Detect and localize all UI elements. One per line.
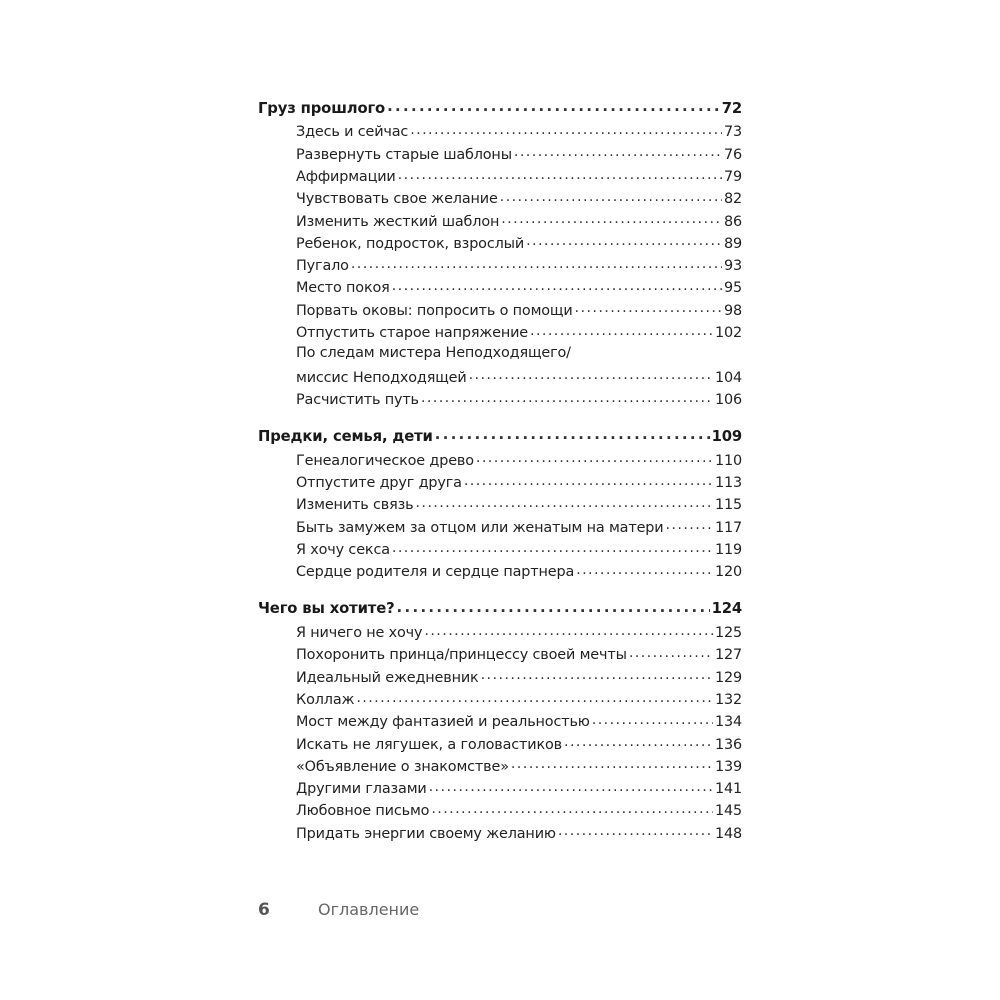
- dot-leader: [511, 756, 713, 770]
- entry-page-number: 104: [714, 369, 742, 386]
- entry-title: Коллаж: [296, 691, 355, 708]
- entry-page-number: 102: [714, 325, 742, 342]
- entry-title: Генеалогическое древо: [296, 452, 474, 469]
- toc-entry[interactable]: [258, 645, 742, 667]
- entry-page-number: 125: [714, 625, 742, 642]
- toc-entry[interactable]: [258, 712, 742, 734]
- dot-leader: [397, 599, 710, 614]
- toc-section: [258, 426, 742, 584]
- entry-page-number: 76: [723, 146, 742, 163]
- entry-page-number: 73: [723, 124, 742, 141]
- entry-title: Искать не лягушек, а головастиков: [296, 736, 562, 753]
- entry-title: Ребенок, подросток, взрослый: [296, 235, 525, 252]
- toc-entry[interactable]: [258, 390, 742, 412]
- entry-page-number: 86: [723, 213, 742, 230]
- entry-title: Я ничего не хочу: [296, 625, 423, 642]
- page-footer: [258, 900, 419, 920]
- entry-page-number: 115: [714, 497, 742, 514]
- table-of-contents: [258, 98, 742, 860]
- dot-leader: [481, 667, 713, 681]
- entry-page-number: 145: [714, 803, 742, 820]
- dot-leader: [575, 300, 722, 314]
- dot-leader: [526, 233, 722, 247]
- dot-leader: [592, 712, 713, 726]
- dot-leader: [392, 278, 722, 292]
- toc-entry[interactable]: [258, 734, 742, 756]
- entry-page-number: 89: [723, 235, 742, 252]
- entry-page-number: 93: [723, 258, 742, 275]
- entry-title: Похоронить принца/принцессу своей мечты: [296, 647, 627, 664]
- entry-title: Пугало: [296, 258, 349, 275]
- dot-leader: [410, 122, 722, 136]
- entry-page-number: 139: [714, 758, 742, 775]
- dot-leader: [387, 98, 720, 113]
- entry-page-number: 132: [714, 691, 742, 708]
- entry-title: Аффирмации: [296, 168, 396, 185]
- dot-leader: [576, 562, 713, 576]
- entry-page-number: 82: [723, 191, 742, 208]
- dot-leader: [530, 323, 713, 337]
- dot-leader: [629, 645, 713, 659]
- dot-leader: [398, 167, 722, 181]
- entry-title: Чувствовать свое желание: [296, 191, 498, 208]
- chapter-title: Чего вы хотите?: [258, 600, 395, 618]
- toc-entry[interactable]: [258, 667, 742, 689]
- toc-entry[interactable]: [258, 779, 742, 801]
- entry-title: Придать энергии своему желанию: [296, 825, 556, 842]
- entry-page-number: 117: [714, 519, 742, 536]
- dot-leader: [501, 211, 722, 225]
- entry-title: Идеальный ежедневник: [296, 669, 479, 686]
- entry-title: По следам мистера Неподходящего/: [296, 344, 571, 361]
- toc-entry[interactable]: [258, 233, 742, 255]
- dot-leader: [351, 256, 722, 270]
- entry-title: Мост между фантазией и реальностью: [296, 714, 590, 731]
- entry-page-number: 129: [714, 669, 742, 686]
- entry-page-number: 119: [714, 541, 742, 558]
- toc-entry[interactable]: [258, 211, 742, 233]
- entry-title: Отпустите друг друга: [296, 475, 462, 492]
- dot-leader: [469, 367, 713, 381]
- toc-entry[interactable]: [258, 278, 742, 300]
- dot-leader: [464, 473, 713, 487]
- toc-section: [258, 599, 742, 846]
- toc-entry[interactable]: [258, 801, 742, 823]
- entry-title: Я хочу секса: [296, 541, 390, 558]
- toc-entry[interactable]: [258, 623, 742, 645]
- toc-entry[interactable]: [258, 690, 742, 712]
- dot-leader: [356, 690, 713, 704]
- toc-entry[interactable]: [258, 122, 742, 144]
- entry-page-number: 106: [714, 391, 742, 408]
- dot-leader: [514, 144, 722, 158]
- entry-title: «Объявление о знакомстве»: [296, 758, 509, 775]
- toc-chapter-entry[interactable]: [258, 426, 742, 450]
- toc-entry[interactable]: [258, 144, 742, 166]
- entry-title: Другими глазами: [296, 781, 427, 798]
- entry-page-number: 134: [714, 714, 742, 731]
- dot-leader: [665, 517, 712, 531]
- chapter-page-number: 72: [721, 99, 742, 117]
- dot-leader: [564, 734, 713, 748]
- chapter-page-number: 124: [711, 600, 742, 618]
- toc-entry[interactable]: [258, 562, 742, 584]
- toc-entry[interactable]: [258, 540, 742, 562]
- dot-leader: [424, 623, 713, 637]
- entry-title: Любовное письмо: [296, 803, 430, 820]
- dot-leader: [431, 801, 713, 815]
- toc-entry[interactable]: [258, 167, 742, 189]
- toc-entry[interactable]: [258, 756, 742, 778]
- toc-entry-first-line[interactable]: [258, 345, 742, 367]
- entry-page-number: 136: [714, 736, 742, 753]
- toc-entry[interactable]: [258, 323, 742, 345]
- toc-entry[interactable]: [258, 517, 742, 539]
- toc-entry[interactable]: [258, 495, 742, 517]
- toc-section: [258, 98, 742, 412]
- toc-entry[interactable]: [258, 367, 742, 389]
- entry-page-number: 148: [714, 825, 742, 842]
- entry-title: Место покоя: [296, 280, 390, 297]
- dot-leader: [558, 823, 713, 837]
- entry-title: Изменить связь: [296, 497, 414, 514]
- entry-page-number: 127: [714, 647, 742, 664]
- dot-leader: [429, 779, 713, 793]
- dot-leader: [435, 426, 710, 441]
- dot-leader: [415, 495, 713, 509]
- entry-title: Порвать оковы: попросить о помощи: [296, 302, 573, 319]
- toc-entry[interactable]: [258, 189, 742, 211]
- dot-leader: [392, 540, 713, 554]
- toc-entry[interactable]: [258, 256, 742, 278]
- entry-title: Развернуть старые шаблоны: [296, 146, 512, 163]
- chapter-page-number: 109: [711, 428, 742, 446]
- entry-page-number: 79: [723, 168, 742, 185]
- entry-title: Расчистить путь: [296, 391, 419, 408]
- dot-leader: [421, 390, 713, 404]
- entry-page-number: 120: [714, 564, 742, 581]
- entry-page-number: 98: [723, 302, 742, 319]
- toc-entry[interactable]: [258, 450, 742, 472]
- chapter-title: Предки, семья, дети: [258, 428, 433, 446]
- entry-title: Отпустить старое напряжение: [296, 325, 529, 342]
- dot-leader: [500, 189, 722, 203]
- entry-page-number: 113: [714, 475, 742, 492]
- page-number: 6: [258, 900, 270, 920]
- entry-page-number: 141: [714, 781, 742, 798]
- entry-page-number: 110: [714, 452, 742, 469]
- toc-entry[interactable]: [258, 300, 742, 322]
- toc-entry[interactable]: [258, 473, 742, 495]
- running-title: Оглавление: [318, 900, 420, 919]
- entry-title: Изменить жесткий шаблон: [296, 213, 500, 230]
- chapter-title: Груз прошлого: [258, 99, 386, 117]
- toc-entry[interactable]: [258, 823, 742, 845]
- entry-title: Здесь и сейчас: [296, 124, 409, 141]
- toc-chapter-entry[interactable]: [258, 98, 742, 122]
- entry-title-continued: миссис Неподходящей: [296, 369, 467, 386]
- entry-page-number: 95: [723, 280, 742, 297]
- dot-leader: [476, 450, 713, 464]
- entry-title: Быть замужем за отцом или женатым на матери: [296, 519, 664, 536]
- toc-chapter-entry[interactable]: [258, 599, 742, 623]
- entry-title: Сердце родителя и сердце партнера: [296, 564, 575, 581]
